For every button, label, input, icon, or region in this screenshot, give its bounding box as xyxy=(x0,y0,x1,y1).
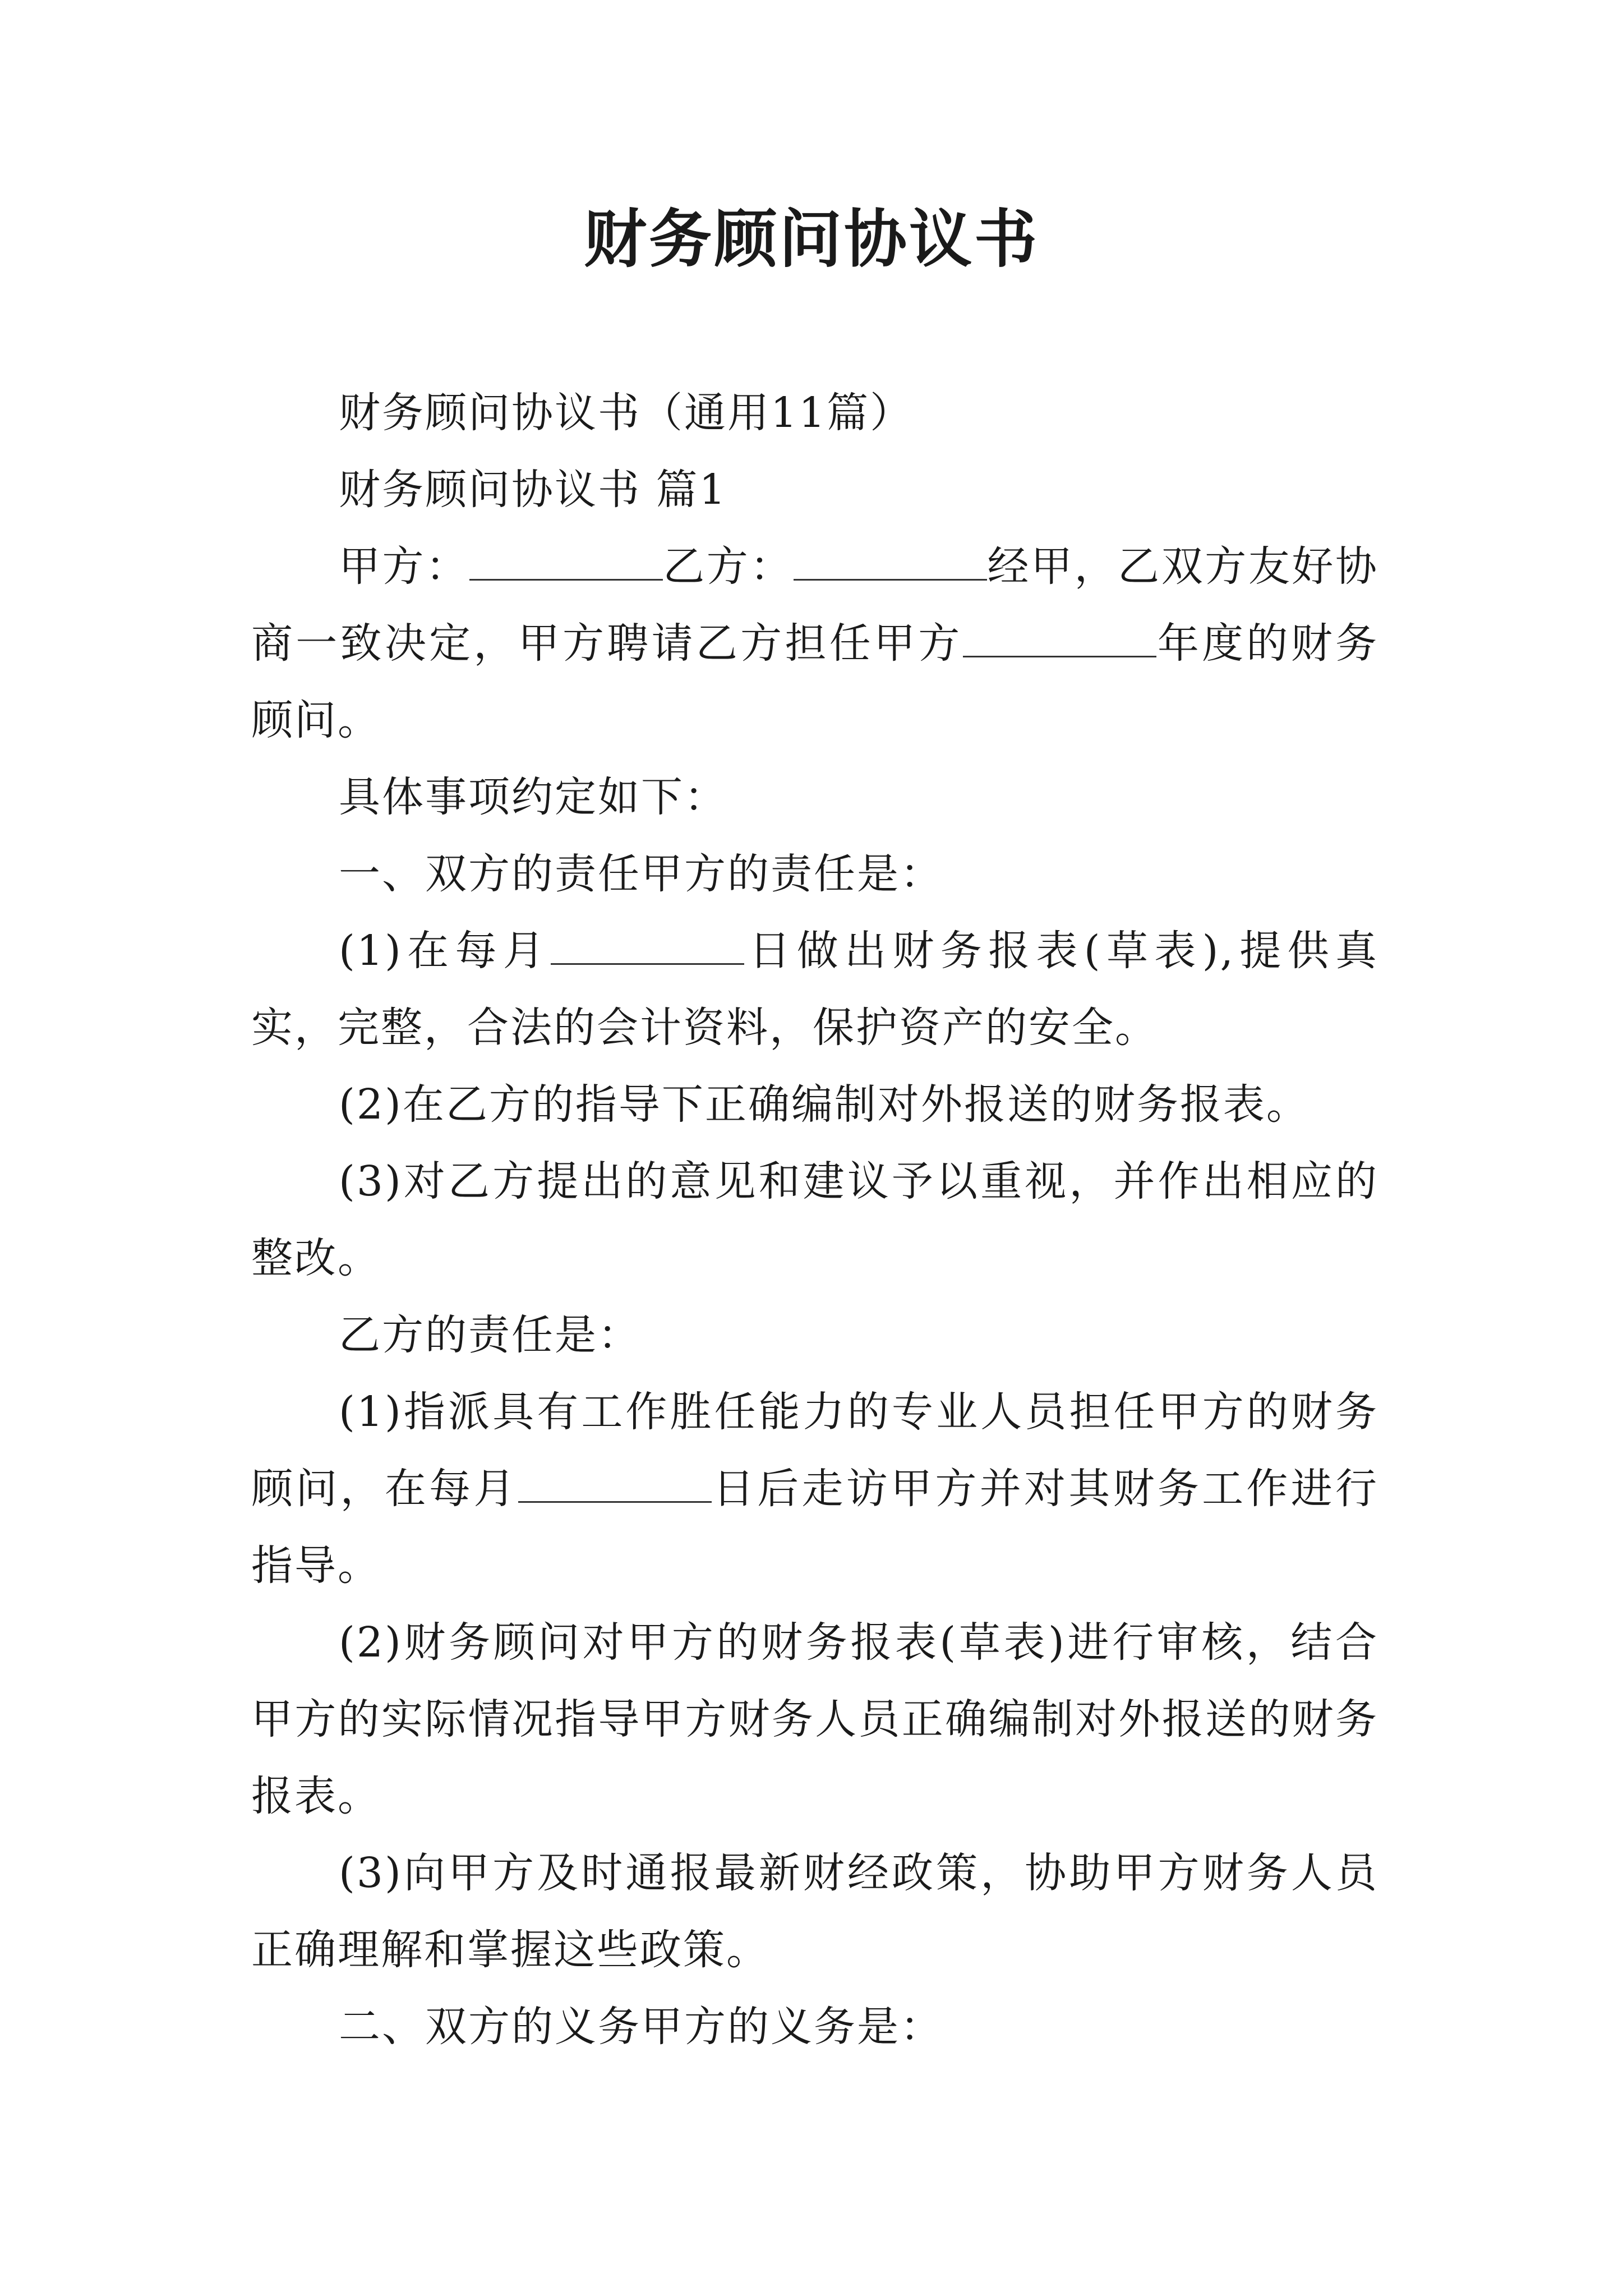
document-body xyxy=(251,375,1378,2065)
party-b-heading: 乙方的责任是： xyxy=(339,1311,641,1359)
day-blank xyxy=(551,930,744,965)
party-b-duty-3: (3)向甲方及时通报最新财经政策，协助甲方财务人员正确理解和掌握这些政策。 xyxy=(251,1849,1378,1974)
subtitle: 财务顾问协议书（通用11篇） xyxy=(339,389,914,437)
intro-text: 经甲，乙双方友好协商一致决定，甲方聘请乙方担任甲方 xyxy=(251,542,1378,668)
party-b-label: 乙方： xyxy=(662,542,794,591)
party-a-duty-2: (2)在乙方的指导下正确编制对外报送的财务报表。 xyxy=(339,1080,1310,1129)
party-b-duty-2: (2)财务顾问对甲方的财务报表(草表)进行审核，结合甲方的实际情况指导甲方财务人员正确编制对外报送的财务报表。 xyxy=(251,1618,1378,1820)
section2-heading: 二、双方的义务甲方的义务是： xyxy=(339,2003,943,2051)
party-a-duty-3: (3)对乙方提出的意见和建议予以重视，并作出相应的整改。 xyxy=(251,1157,1378,1282)
party-a-label: 甲方： xyxy=(339,542,469,591)
party-b-blank xyxy=(794,545,987,581)
party-b-duty-1: (1)指派具有工作胜任能力的专业人员担任甲方的财务顾问，在每月 日后走访甲方并对其财务工作进行指导。 xyxy=(251,1388,1379,1590)
year-blank xyxy=(963,622,1156,657)
visit-day-blank xyxy=(518,1467,712,1503)
intro-text-end: 年度的财务顾问。 xyxy=(251,619,1379,744)
party-a-blank xyxy=(469,545,663,581)
party-a-duty-1: (1)在每月 日做出财务报表(草表),提供真实，完整，合法的会计资料，保护资产的安全。 xyxy=(251,927,1378,1052)
section1-heading: 一、双方的责任甲方的责任是： xyxy=(339,850,943,898)
agreed-items: 具体事项约定如下： xyxy=(339,773,727,821)
intro-paragraph xyxy=(251,528,1378,759)
document-title: 财务顾问协议书 xyxy=(584,203,1039,276)
part-heading: 财务顾问协议书 篇1 xyxy=(339,466,727,514)
